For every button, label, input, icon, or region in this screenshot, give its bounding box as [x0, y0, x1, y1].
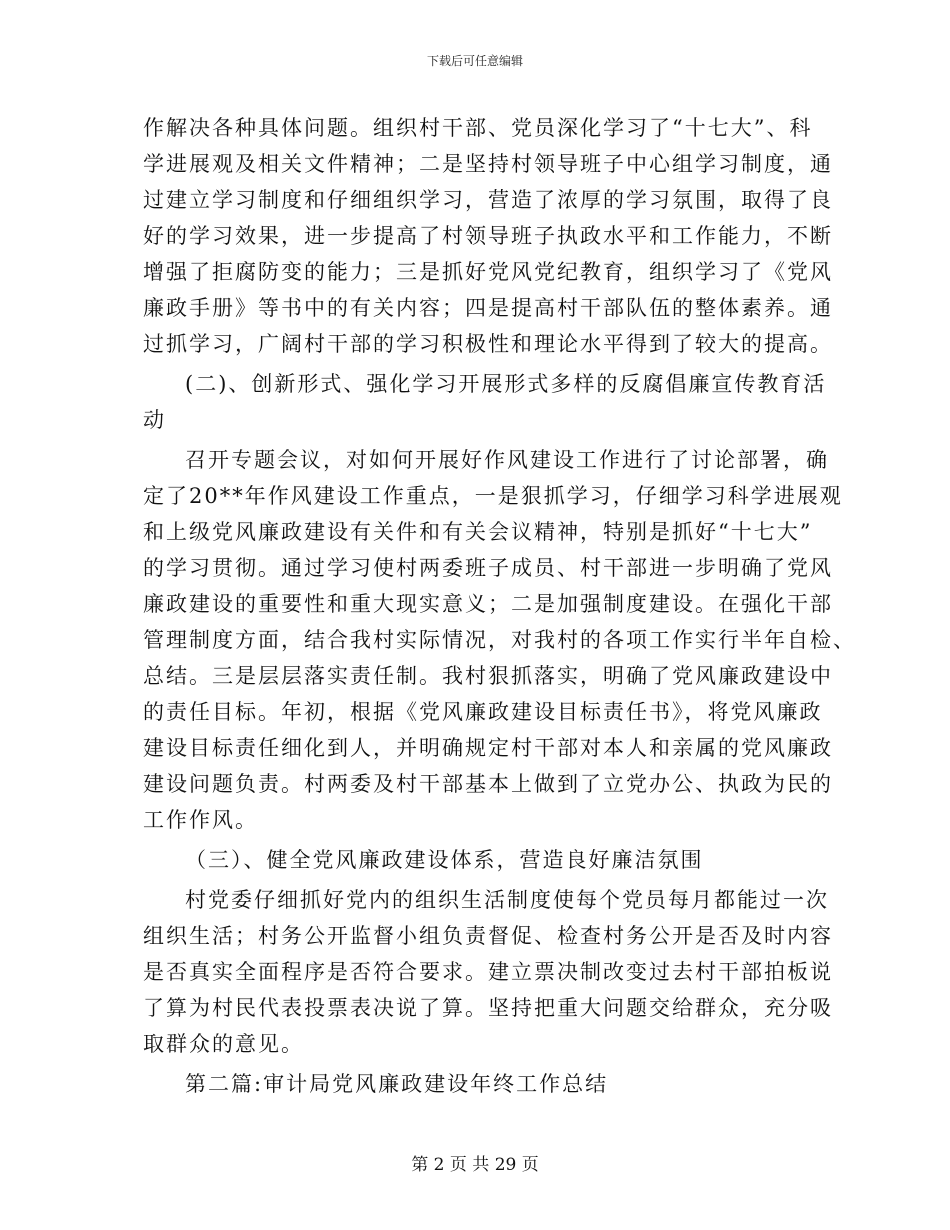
- body-line: 和上级党风廉政建设有关件和有关会议精神，特别是抓好“十七大”: [143, 520, 813, 544]
- page-header: 下载后可任意编辑: [426, 54, 523, 68]
- body-line: 作解决各种具体问题。组织村干部、党员深化学习了“十七大”、科: [143, 116, 813, 140]
- paragraph-start: 村党委仔细抓好党内的组织生活制度使每个党员每月都能过一次: [185, 888, 829, 912]
- body-line: 组织生活；村务公开监督小组负责督促、检查村务公开是否及时内容: [143, 924, 833, 948]
- body-line: 学进展观及相关文件精神；二是坚持村领导班子中心组学习制度，通: [143, 152, 833, 176]
- body-line: 取群众的意见。: [143, 1032, 304, 1056]
- body-line: 好的学习效果，进一步提高了村领导班子执政水平和工作能力，不断: [143, 224, 833, 248]
- body-line: 管理制度方面，结合我村实际情况，对我村的各项工作实行半年自检、: [143, 628, 856, 652]
- body-line: 廉政建设的重要性和重大现实意义；二是加强制度建设。在强化干部: [143, 592, 833, 616]
- section-heading: (二)、创新形式、强化学习开展形式多样的反腐倡廉宣传教育活: [185, 372, 827, 396]
- paragraph-start: 召开专题会议，对如何开展好作风建设工作进行了讨论部署，确: [185, 448, 829, 472]
- body-line: 总结。三是层层落实责任制。我村狠抓落实，明确了党风廉政建设中: [143, 664, 833, 688]
- page-number-footer: 第 2 页 共 29 页: [411, 1155, 539, 1175]
- body-line: 了算为村民代表投票表决说了算。坚持把重大问题交给群众，充分吸: [143, 996, 833, 1020]
- body-line: 建设目标责任细化到人，并明确规定村干部对本人和亲属的党风廉政: [143, 736, 833, 760]
- body-line: 过建立学习制度和仔细组织学习，营造了浓厚的学习氛围，取得了良: [143, 188, 833, 212]
- chapter-title: 第二篇:审计局党风廉政建设年终工作总结: [185, 1072, 609, 1096]
- body-line: 定了20**年作风建设工作重点，一是狠抓学习，仔细学习科学进展观: [143, 484, 843, 508]
- body-line: 增强了拒腐防变的能力；三是抓好党风党纪教育，组织学习了《党风: [143, 260, 833, 284]
- body-line: 的责任目标。年初，根据《党风廉政建设目标责任书》，将党风廉政: [143, 700, 823, 724]
- body-line: 建设问题负责。村两委及村干部基本上做到了立党办公、执政为民的: [143, 772, 833, 796]
- body-line: 工作作风。: [143, 808, 258, 832]
- body-line: 廉政手册》等书中的有关内容；四是提高村干部队伍的整体素养。通: [143, 296, 833, 320]
- body-line: 的学习贯彻。通过学习使村两委班子成员、村干部进一步明确了党风: [143, 556, 833, 580]
- section-heading: （三）、健全党风廉政建设体系，营造良好廉洁氛围: [185, 848, 704, 872]
- body-line: 过抓学习，广阔村干部的学习积极性和理论水平得到了较大的提高。: [143, 332, 833, 356]
- body-line: 动: [143, 408, 166, 432]
- body-line: 是否真实全面程序是否符合要求。建立票决制改变过去村干部拍板说: [143, 960, 833, 984]
